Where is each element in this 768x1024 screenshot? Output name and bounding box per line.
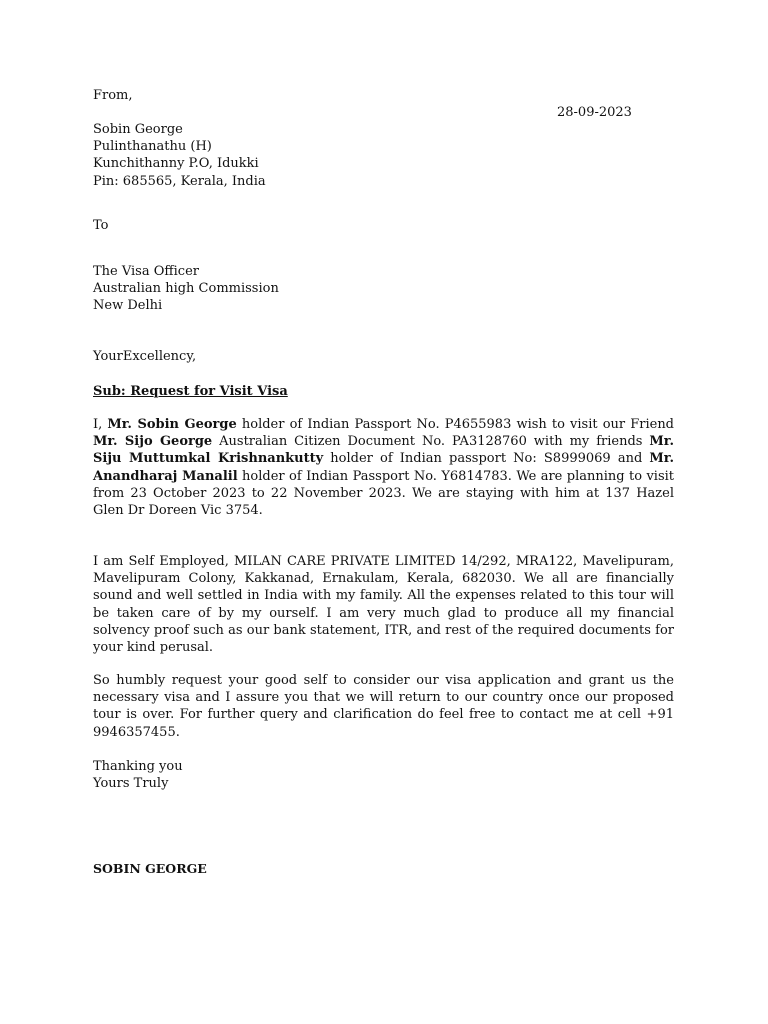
paragraph-request: So humbly request your good self to consider our visa application and grant us the necessary visa and I assure you that we will return to our country once our proposed tour is over. For further query and clarification do feel free to contact me at cell +91 9946357455. [93, 673, 674, 740]
host-name: Mr. Sijo George [93, 434, 213, 450]
signature-name: SOBIN GEORGE [93, 861, 207, 876]
paragraph-visit-details: I, Mr. Sobin George holder of Indian Passport No. P4655983 wish to visit our Friend Mr. Sijo George Australian Citizen Document No. PA3128760 with my friends Mr. Siju Muttumkal Krishnankutty holder of Indian passport No: S8999069 and Mr. Anandharaj Manalil holder of Indian Passport No. Y6814783. We are planning to visit from 23 October 2023 to 22 November 2023. We are staying with him at 137 Hazel Glen Dr Doreen Vic 3754. [93, 417, 675, 519]
sender-post: Kunchithanny P.O, Idukki [93, 156, 259, 172]
closing-yours: Yours Truly [93, 776, 169, 792]
recipient-address [93, 263, 279, 315]
salutation: YourExcellency, [93, 349, 197, 364]
from-label: From, [93, 88, 133, 103]
recipient-city: New Delhi [93, 298, 163, 314]
sender-pin: Pin: 685565, Kerala, India [93, 173, 266, 189]
recipient-office: Australian high Commission [93, 281, 279, 297]
letter-date: 28-09-2023 [557, 105, 632, 120]
sender-name: Sobin George [93, 122, 183, 137]
subject-line: Sub: Request for Visit Visa [93, 384, 288, 399]
paragraph-employment: I am Self Employed, MILAN CARE PRIVATE LIMITED 14/292, MRA122, Mavelipuram, Mavelipuram Colony, Kakkanad, Ernakulam, Kerala, 682030. We all are financially sound and well settled in India with my family. All the expenses related to this tour will be taken care of by my ourself. I am very much glad to produce all my financial solvency proof such as our bank statement, ITR, and rest of the required documents for your kind perusal. [93, 554, 674, 656]
recipient-title: The Visa Officer [93, 264, 199, 279]
sender-address [93, 121, 266, 190]
applicant-name: Mr. Sobin George [107, 417, 237, 432]
to-label: To [93, 218, 109, 233]
sender-house: Pulinthanathu (H) [93, 139, 212, 155]
friend-name-2: Mr. Anandharaj Manalil [93, 451, 674, 484]
closing-thanks: Thanking you [93, 759, 183, 774]
friend-name-1: Mr. Siju Muttumkal Krishnankutty [93, 434, 674, 467]
closing [93, 758, 183, 792]
